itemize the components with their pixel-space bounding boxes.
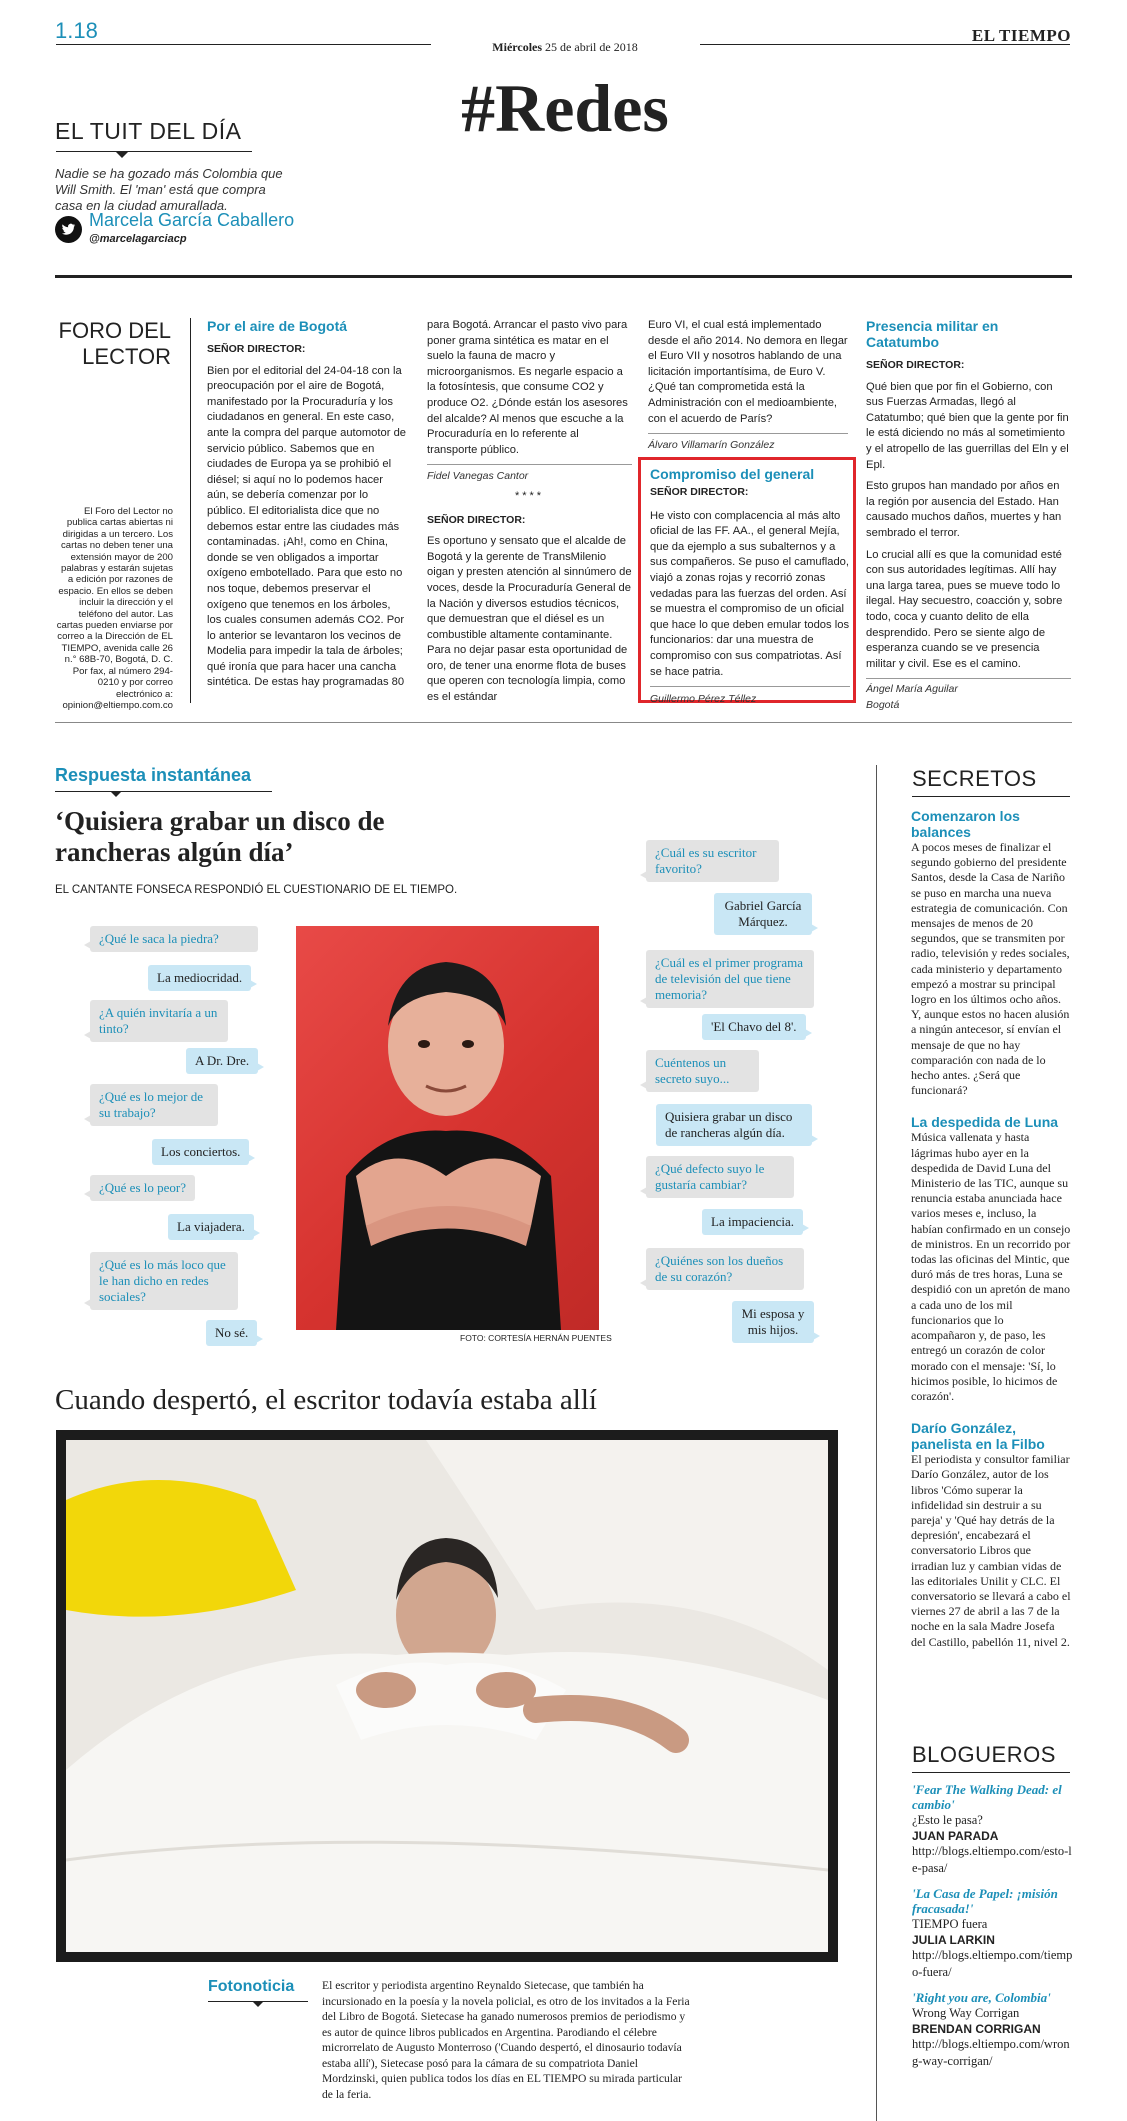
page-number: 1.18 [55,18,98,43]
secreto-item [911,1420,1071,1650]
tuit-notch [115,151,129,158]
secretos-list [911,808,1071,1650]
tuit-title: EL TUIT DEL DÍA [55,118,242,144]
secretos-rule [912,796,1070,797]
right-question-5: ¿Quiénes son los dueños de su corazón? [646,1248,804,1290]
letter4-salutation: SEÑOR DIRECTOR: [866,359,965,371]
kicker-notch [110,791,122,797]
left-question-2: ¿A quién invitaría a un tinto? [90,1000,228,1042]
right-question-2: ¿Cuál es el primer programa de televisión del que tiene memoria? [646,950,814,1008]
secreto-text: A pocos meses de finalizar el segundo gobierno del presidente Santos, desde la Casa de Nariño se puso en marcha una nueva estrategia de comunicación. Con mensajes de menos de 20 segundos, que se transmiten por radio, televisión y redes sociales, cada ministerio y departamento empezó a mostrar su principal logro en los últimos ocho años. Y, aunque estos no hacen alusión a ningún antecesor, sí envían el mensaje de que no hay comparación con nada de lo hecho antes. ¿Será que funcionará? [911,840,1070,1098]
blogueros-title: BLOGUEROS [912,1742,1056,1767]
left-answer-3: Los conciertos. [152,1139,249,1165]
letter-col-2 [427,318,632,712]
date-line [440,40,690,55]
blogueros-list [912,1782,1074,2070]
secreto-heading: Darío González, panelista en la Filbo [911,1420,1045,1453]
right-answer-4: La impaciencia. [702,1209,803,1235]
left-answer-2: A Dr. Dre. [186,1048,258,1074]
brand-logo: EL TIEMPO [971,26,1071,45]
letter3-signature: Guillermo Pérez Téllez [650,693,757,706]
secreto-heading: Comenzaron los balances [911,808,1020,840]
section-title: #Redes [461,70,669,146]
foro-title-line2: LECTOR [82,344,171,369]
letter1-title: Por el aire de Bogotá [207,318,348,334]
blog-author: BRENDAN CORRIGAN [912,2022,1041,2036]
left-answer-4: La viajadera. [168,1214,254,1240]
letter1-col-a [207,318,407,697]
blog-post-title: 'Fear The Walking Dead: el cambio' [912,1782,1062,1812]
left-answer-5: No sé. [206,1320,257,1346]
blog-item [912,1990,1074,2070]
letter4-p3: Lo crucial allí es que la comunidad esté con sus autoridades legítimas. Allí hay una larga tarea, pues se mueve todo lo ilegal. Hay secuestro, coacción y, sobre todo, coca y cuanto delito de ella desprendido. Pero se siente algo de esperanza cuando se ve presencia militar y civil. Ese es el camino. [866,548,1063,670]
left-question-3: ¿Qué es lo mejor de su trabajo? [90,1084,218,1126]
tuit-text: Nadie se ha gozado más Colombia que Will Smith. El 'man' está que compra casa en la ciudad amurallada. [55,166,283,213]
blog-item [912,1886,1074,1981]
letter4-signature: Ángel María Aguilar [866,683,958,696]
blog-url[interactable]: http://blogs.eltiempo.com/esto-le-pasa/ [912,1844,1072,1875]
foro-note: El Foro del Lector no publica cartas abiertas ni dirigidas a un tercero. Los cartas no deben tener una extensión mayor de 200 palabras y estarán sujetas a edición por razones de espacio. En ellos se deben incluir la dirección y el teléfono del autor. Las cartas pueden enviarse por correo a la Dirección de EL TIEMPO, avenida calle 26 n.° 68B-70, Bogotá, D. C. Por fax, al número 294-0210 y por correo electrónico a: opinion@eltiempo.com.co [56,506,173,711]
left-question-1: ¿Qué le saca la piedra? [90,926,258,952]
secreto-heading: La despedida de Luna [911,1114,1059,1131]
secreto-item [911,808,1071,1098]
right-question-3: Cuéntenos un secreto suyo... [646,1050,759,1092]
twitter-icon [55,216,82,243]
mid-rule [55,722,1072,723]
blog-name: Wrong Way Corrigan [912,2006,1020,2020]
letter1-body-a: Bien por el editorial del 24-04-18 con la preocupación por el aire de Bogotá, manifestado por la Procuraduría y los ciudadanos en general. En este caso, ante la compra del parque automotor de servicio público. Sabemos que en ciudades de Europa ya se prohibió el diésel; si aquí no lo podemos hacer aún, se debería comenzar por lo público. El editorialista dice que no debemos estar entre las ciudades más contaminadas. ¡Ah!, como en China, donde se ven obligados a importar oxígeno embotellado. Para que esto no nos toque, debemos preservar el oxígeno que tenemos en los árboles, los cuales consumen además CO2. Por lo anterior se levantaron los vecinos de Modelia para impedir la tala de árboles; qué ironía que para hacer una cancha sintética. De estas hay programadas 80 [207,364,407,689]
date-day: Miércoles [492,40,543,54]
tuit-author: Marcela García Caballero [89,210,295,230]
interview-headline: ‘Quisiera grabar un disco de rancheras algún día’ [55,806,385,867]
letter4-title: Presencia militar en Catatumbo [866,318,999,350]
blog-post-title: 'Right you are, Colombia' [912,1990,1051,2005]
letter3-body: He visto con complacencia al más alto oficial de las FF. AA., el general Mejía, que da ejemplo a sus subalternos y a sus compañeros. Se puso el camuflado, viajó a zonas rojas y recorrió zonas vedadas para las fuerzas del orden. Así se muestra el compromiso de un oficial que hace lo que deben emular todos los funcionarios: dar una muestra de compromiso con sus compatriotas. Así se hace patria. [650,509,850,678]
interview-kicker: Respuesta instantánea [55,765,252,785]
left-answer-1: La mediocridad. [148,965,251,991]
blog-item [912,1782,1074,1877]
right-answer-2: 'El Chavo del 8'. [702,1014,806,1040]
writer-photo [56,1430,838,1962]
letter4-p1: Qué bien que por fin el Gobierno, con sus Fuerzas Armadas, llegó al Catatumbo; qué bien que la gente por fin le está diciendo no más al sometimiento y el atropello de las guerrillas del Eln y el Epl. [866,380,1069,471]
photo-credit: FOTO: CORTESÍA HERNÁN PUENTES [460,1333,612,1343]
fonseca-photo [296,926,599,1330]
left-question-5: ¿Qué es lo más loco que le han dicho en redes sociales? [90,1252,238,1310]
tuit-rule [56,151,252,152]
letter-col-3 [648,318,848,454]
fotonoticia-caption: El escritor y periodista argentino Reynaldo Sietecase, que también ha incursionado en la poesía y la novela policial, es otro de los invitados a la Feria del Libro de Bogotá. Sietecase ha ganado numerosos premios de periodismo y es autor de quince libros publicados en Argentina. Parodiando el célebre microrrelato de Augusto Monterroso ('Cuando despertó, el dinosaurio todavía estaba allí'), Sietecase posó para la cámara de su compatriota Daniel Mordzinski, quien publica todos los días en EL TIEMPO su mirada particular de la feria. [322,1979,690,2101]
header-rule-left [56,44,431,45]
letter3-highlight-box [638,457,856,706]
fotonoticia-label: Fotonoticia [208,1978,295,1995]
secreto-text: Música vallenata y hasta lágrimas hubo ayer en la despedida de David Luna del Ministerio de las TIC, aunque su renuncia estaba anunciada hace varios meses e, incluso, la habían confirmado en un consejo de ministros. En un recorrido por todas las oficinas del Mintic, que duró más de tres horas, Luna se despidió con un apretón de mano a cada uno de los mil funcionarios que lo acompañaron y, de paso, les entregó un corazón de color morado con el mensaje: 'Sí, lo hicimos posible, lo hicimos de corazón'. [911,1130,1071,1403]
letter1-salutation: SEÑOR DIRECTOR: [207,343,306,355]
kicker-rule [55,791,272,792]
letters-separator: **** [514,489,545,502]
letter3-salutation: SEÑOR DIRECTOR: [650,486,749,498]
right-answer-5: Mi esposa y mis hijos. [732,1301,814,1343]
letter2-signature: Álvaro Villamarín González [648,439,775,452]
letter1-signature: Fidel Vanegas Cantor [427,470,529,483]
letter3-sig-box [650,686,850,708]
tuit-handle: @marcelagarciacp [89,233,187,245]
right-answer-1: Gabriel García Márquez. [714,893,812,935]
foro-title [55,318,171,370]
letter4-p2: Esto grupos han mandado por años en la región por ausencia del Estado. Han causado muchos daños, muertes y han sembrado el terror. [866,480,1062,539]
blog-name: ¿Esto le pasa? [912,1813,983,1827]
blog-name: TIEMPO fuera [912,1917,988,1931]
secreto-item [911,1114,1071,1404]
blog-author: JULIA LARKIN [912,1933,995,1947]
blog-post-title: 'La Casa de Papel: ¡misión fracasada!' [912,1886,1058,1916]
fotonoticia-notch [252,2001,264,2007]
letter4-city: Bogotá [866,698,900,711]
letter1-body-b: para Bogotá. Arrancar el pasto vivo para poner grama sintética es matar en el suelo la fauna de macro y microorganismos. Es negarle espacio a la fotosíntesis, que consume CO2 y produce O2. ¿Dónde están los asesores del alcalde? Al menos que escuche a la Procuraduría en lo referente al transporte público. [427,319,628,456]
interview-deck: EL CANTANTE FONSECA RESPONDIÓ EL CUESTIONARIO DE EL TIEMPO. [55,884,458,896]
left-question-4: ¿Qué es lo peor? [90,1175,195,1201]
right-question-4: ¿Qué defecto suyo le gustaría cambiar? [646,1156,794,1198]
letter1-sig-box [427,464,632,485]
date-rest: 25 de abril de 2018 [545,40,638,54]
letter2-salutation: SEÑOR DIRECTOR: [427,513,526,526]
letter2-body-a: Es oportuno y sensato que el alcalde de Bogotá y la gerente de TransMilenio oigan y presten atención al sinnúmero de voces, desde la Procuraduría General de la Nación y diversos estudios técnicos, que demuestran que el diésel es un combustible altamente contaminante. Para no dejar pasar esta oportunidad de oro, de tener una enorme flota de buses que operen con tecnología limpia, como es el estándar [427,535,632,704]
foro-title-line1: FORO DEL [58,318,171,343]
blog-url[interactable]: http://blogs.eltiempo.com/wrong-way-corrigan/ [912,2037,1070,2068]
blog-author: JUAN PARADA [912,1829,999,1843]
top-thick-rule [55,275,1072,278]
right-question-1: ¿Cuál es su escritor favorito? [646,840,779,882]
letter-col-4 [866,318,1071,713]
blogueros-rule [912,1772,1070,1773]
letter2-body-b: Euro VI, el cual está implementado desde el año 2014. No demora en llegar el Euro VII y nosotros hablando de una licitación importantísima, de Euro V. ¿Qué tan comprometida está la Administración con el medioambiente, con el acuerdo de París? [648,319,848,425]
letter4-sig-box [866,678,1071,713]
blog-url[interactable]: http://blogs.eltiempo.com/tiempo-fuera/ [912,1948,1073,1979]
secretos-title: SECRETOS [912,766,1037,791]
photo-story-headline: Cuando despertó, el escritor todavía estaba allí [55,1384,597,1416]
right-answer-3: Quisiera grabar un disco de rancheras algún día. [656,1104,812,1146]
secreto-text: El periodista y consultor familiar Darío González, autor de los libros 'Cómo superar la infidelidad sin destruir a su pareja' y 'Qué hay detrás de la depresión', encabezará el conversatorio Libros que irradian luz y cambian vidas de las editoriales Unilit y CLC. El conversatorio se llevará a cabo el viernes 27 de abril a las 7 de la noche en la sala Madre Josefa del Castillo, pabellón 11, nivel 2. [911,1452,1071,1649]
foro-divider [190,318,191,703]
letter2-sig-box [648,433,848,454]
letter3-title: Compromiso del general [650,466,815,482]
sidebar-divider [876,765,877,2121]
